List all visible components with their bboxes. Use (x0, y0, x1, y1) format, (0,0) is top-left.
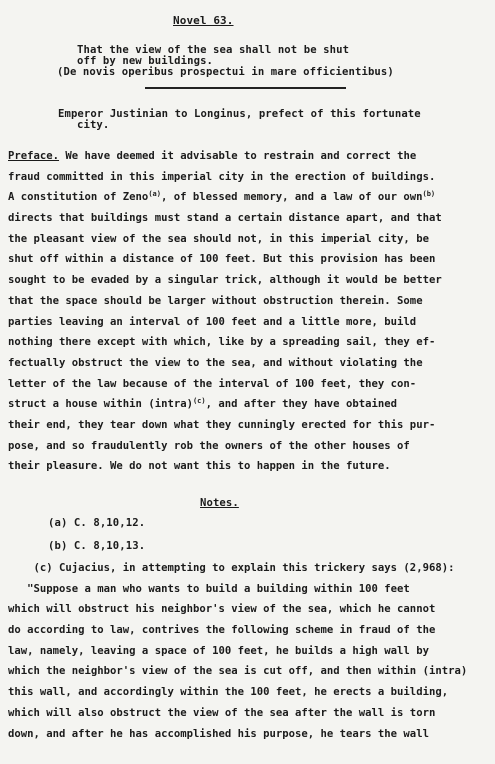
note-c-line: do according to law, contrives the following scheme in fraud of the (8, 624, 436, 637)
divider-rule (145, 87, 346, 89)
note-a: (a) C. 8,10,12. (48, 517, 146, 529)
note-c-line: this wall, and accordingly within the 100 feet, he erects a building, (8, 686, 449, 699)
note-c-line: which will obstruct his neighbor's view of the sea, which he cannot (8, 603, 436, 616)
footnote-ref-b: (b) (422, 190, 436, 199)
notes-heading: Notes. (200, 497, 239, 509)
body-line: their end, they tear down what they cunningly erected for this pur- (8, 418, 436, 431)
note-c-body (8, 558, 495, 744)
note-c-line: law, namely, leaving a space of 100 feet, he builds a high wall by (8, 644, 429, 657)
page-title: Novel 63. (173, 14, 234, 27)
address-line-2: city. (77, 119, 110, 131)
body-line: struct a house within (intra)$^{(c)}$, and after they have obtained (8, 397, 397, 411)
body-line: pose, and so fraudulently rob the owners of the other houses of (8, 439, 410, 452)
note-b: (b) C. 8,10,13. (48, 540, 146, 552)
address-line-1: Emperor Justinian to Longinus, prefect of this fortunate (58, 108, 421, 120)
subtitle-line-2: off by new buildings. (77, 55, 214, 67)
note-c-line: "Suppose a man who wants to build a building within 100 feet (8, 582, 410, 595)
footnote-ref-a: (a) (148, 190, 161, 199)
preface-body (8, 146, 488, 477)
subtitle-line-1: That the view of the sea shall not be shut (77, 44, 350, 56)
body-line: directs that buildings must stand a certain distance apart, and that (8, 212, 442, 225)
body-line: sought to be evaded by a singular trick, although it would be better (8, 274, 442, 287)
body-line: Preface. We have deemed it advisable to restrain and correct the (8, 150, 417, 162)
body-line: the pleasant view of the sea should not, in this imperial city, be (8, 232, 429, 245)
body-line: fectually obstruct the view to the sea, and without violating the (8, 356, 423, 369)
subtitle-latin: (De novis operibus prospectui in mare officientibus) (57, 66, 394, 78)
note-c-line: which the neighbor's view of the sea is cut off, and then within (intra) (8, 665, 468, 678)
body-line: A constitution of Zeno$^{(a)}$, of blessed memory, and a law of our own$^{(b)}$ (8, 190, 436, 204)
body-line: fraud committed in this imperial city in the erection of buildings. (8, 170, 436, 183)
body-line: nothing there except with which, like by a spreading sail, they ef- (8, 336, 436, 349)
body-line: their pleasure. We do not want this to happen in the future. (8, 460, 391, 473)
body-line: letter of the law because of the interval of 100 feet, they con- (8, 377, 417, 390)
body-line: parties leaving an interval of 100 feet and a little more, build (8, 315, 417, 328)
note-c-line: down, and after he has accomplished his purpose, he tears the wall (8, 727, 429, 740)
note-c-line: which will also obstruct the view of the sea after the wall is torn (8, 706, 436, 719)
footnote-ref-c: (c) (192, 397, 206, 406)
note-c-line: (c) Cujacius, in attempting to explain this trickery says (2,968): (8, 562, 455, 574)
body-line: shut off within a distance of 100 feet. But this provision has been (8, 253, 436, 266)
preface-label: Preface. (8, 150, 60, 162)
body-line: that the space should be larger without obstruction therein. Some (8, 294, 423, 307)
